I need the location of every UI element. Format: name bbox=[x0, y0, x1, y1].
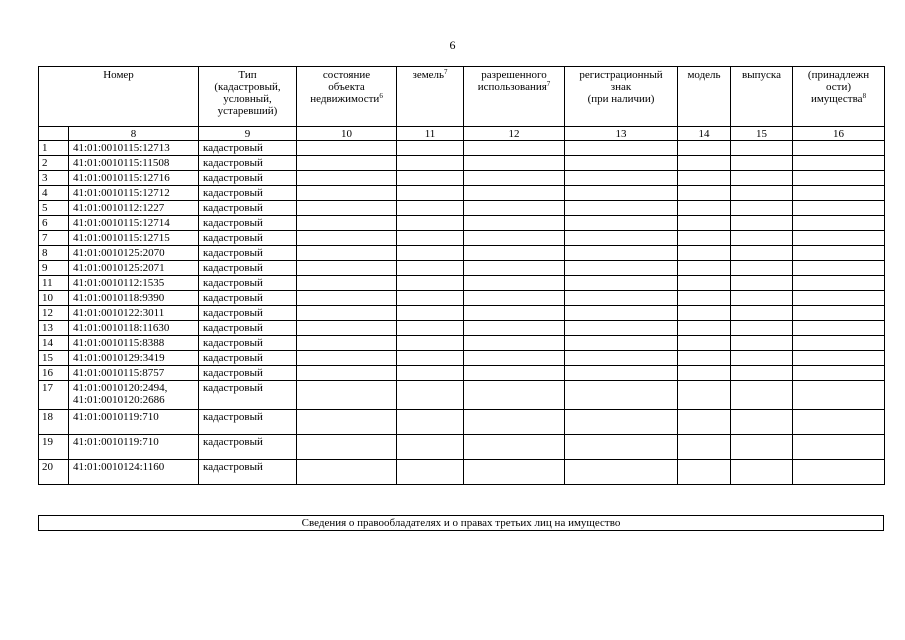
number-type: кадастровый bbox=[199, 435, 297, 460]
empty-cell bbox=[565, 435, 678, 460]
table-row bbox=[39, 276, 885, 291]
empty-cell bbox=[565, 186, 678, 201]
cadastral-number: 41:01:0010118:9390 bbox=[69, 291, 199, 306]
empty-cell bbox=[464, 291, 565, 306]
empty-cell bbox=[397, 351, 464, 366]
row-index: 9 bbox=[39, 261, 69, 276]
cadastral-number: 41:01:0010112:1535 bbox=[69, 276, 199, 291]
empty-cell bbox=[297, 141, 397, 156]
empty-cell bbox=[297, 321, 397, 336]
column-numbers-row bbox=[39, 127, 885, 141]
empty-cell bbox=[464, 276, 565, 291]
empty-cell bbox=[297, 381, 397, 410]
empty-cell bbox=[565, 246, 678, 261]
empty-cell bbox=[731, 261, 793, 276]
cadastral-number: 41:01:0010115:12713 bbox=[69, 141, 199, 156]
empty-cell bbox=[297, 336, 397, 351]
empty-cell bbox=[464, 381, 565, 410]
header-permitted-use: разрешенного использования$^7$ bbox=[464, 67, 565, 127]
empty-cell bbox=[731, 156, 793, 171]
table-row bbox=[39, 201, 885, 216]
number-type: кадастровый bbox=[199, 306, 297, 321]
number-type: кадастровый bbox=[199, 291, 297, 306]
page-number: 6 bbox=[449, 38, 456, 52]
empty-cell bbox=[731, 366, 793, 381]
number-type: кадастровый bbox=[199, 261, 297, 276]
empty-cell bbox=[731, 141, 793, 156]
cadastral-number: 41:01:0010115:8388 bbox=[69, 336, 199, 351]
empty-cell bbox=[678, 261, 731, 276]
table-row bbox=[39, 291, 885, 306]
empty-cell bbox=[731, 291, 793, 306]
number-type: кадастровый bbox=[199, 410, 297, 435]
number-type: кадастровый bbox=[199, 351, 297, 366]
table-row bbox=[39, 141, 885, 156]
row-index: 12 bbox=[39, 306, 69, 321]
number-type: кадастровый bbox=[199, 216, 297, 231]
column-number: 14 bbox=[678, 127, 731, 141]
empty-cell bbox=[565, 336, 678, 351]
table-row bbox=[39, 336, 885, 351]
header-number: Номер bbox=[39, 67, 199, 127]
number-type: кадастровый bbox=[199, 156, 297, 171]
row-index: 3 bbox=[39, 171, 69, 186]
empty-cell bbox=[565, 156, 678, 171]
cadastral-number: 41:01:0010122:3011 bbox=[69, 306, 199, 321]
table-row bbox=[39, 351, 885, 366]
empty-cell bbox=[678, 336, 731, 351]
header-type: Тип (кадастровый, условный, устаревший) bbox=[199, 67, 297, 127]
empty-cell bbox=[678, 216, 731, 231]
empty-cell bbox=[678, 276, 731, 291]
empty-cell bbox=[297, 171, 397, 186]
property-table bbox=[38, 66, 885, 485]
table-row bbox=[39, 156, 885, 171]
table-row bbox=[39, 321, 885, 336]
row-index: 19 bbox=[39, 435, 69, 460]
table-row bbox=[39, 460, 885, 485]
number-type: кадастровый bbox=[199, 141, 297, 156]
empty-cell bbox=[297, 306, 397, 321]
empty-cell bbox=[565, 291, 678, 306]
empty-cell bbox=[731, 306, 793, 321]
empty-cell bbox=[565, 276, 678, 291]
empty-cell bbox=[793, 435, 885, 460]
empty-cell bbox=[731, 336, 793, 351]
empty-cell bbox=[793, 216, 885, 231]
empty-cell bbox=[793, 306, 885, 321]
empty-cell bbox=[397, 306, 464, 321]
empty-cell bbox=[397, 261, 464, 276]
empty-cell bbox=[731, 231, 793, 246]
empty-cell bbox=[793, 410, 885, 435]
empty-cell bbox=[731, 321, 793, 336]
empty-cell bbox=[297, 246, 397, 261]
empty-cell bbox=[731, 276, 793, 291]
row-index: 11 bbox=[39, 276, 69, 291]
empty-cell bbox=[793, 246, 885, 261]
empty-cell bbox=[565, 201, 678, 216]
empty-cell bbox=[731, 460, 793, 485]
empty-cell bbox=[397, 276, 464, 291]
empty-cell bbox=[297, 261, 397, 276]
empty-cell bbox=[464, 186, 565, 201]
empty-cell bbox=[731, 171, 793, 186]
row-index: 16 bbox=[39, 366, 69, 381]
header-state: состояние объекта недвижимости$^6$ bbox=[297, 67, 397, 127]
empty-cell bbox=[464, 261, 565, 276]
table-row bbox=[39, 261, 885, 276]
row-index: 10 bbox=[39, 291, 69, 306]
cadastral-number: 41:01:0010115:12715 bbox=[69, 231, 199, 246]
cadastral-number: 41:01:0010112:1227 bbox=[69, 201, 199, 216]
empty-cell bbox=[464, 306, 565, 321]
cadastral-number: 41:01:0010119:710 bbox=[69, 435, 199, 460]
empty-cell bbox=[397, 171, 464, 186]
empty-cell bbox=[678, 321, 731, 336]
empty-cell bbox=[565, 216, 678, 231]
empty-cell bbox=[793, 336, 885, 351]
number-type: кадастровый bbox=[199, 321, 297, 336]
empty-cell bbox=[793, 321, 885, 336]
table-row bbox=[39, 186, 885, 201]
empty-cell bbox=[464, 171, 565, 186]
table-row bbox=[39, 306, 885, 321]
empty-cell bbox=[793, 231, 885, 246]
cadastral-number: 41:01:0010115:12714 bbox=[69, 216, 199, 231]
empty-cell bbox=[678, 156, 731, 171]
empty-cell bbox=[793, 276, 885, 291]
cadastral-number: 41:01:0010115:11508 bbox=[69, 156, 199, 171]
empty-cell bbox=[731, 410, 793, 435]
empty-cell bbox=[464, 156, 565, 171]
empty-cell bbox=[793, 186, 885, 201]
empty-cell bbox=[297, 291, 397, 306]
header-row bbox=[39, 67, 885, 127]
row-index: 20 bbox=[39, 460, 69, 485]
row-index: 7 bbox=[39, 231, 69, 246]
empty-cell bbox=[397, 216, 464, 231]
row-index: 1 bbox=[39, 141, 69, 156]
empty-cell bbox=[678, 435, 731, 460]
empty-cell bbox=[678, 381, 731, 410]
empty-cell bbox=[678, 141, 731, 156]
empty-cell bbox=[565, 366, 678, 381]
empty-cell bbox=[565, 171, 678, 186]
empty-cell bbox=[565, 141, 678, 156]
empty-cell bbox=[565, 306, 678, 321]
table-row bbox=[39, 435, 885, 460]
number-type: кадастровый bbox=[199, 336, 297, 351]
rights-holders-heading: Сведения о правообладателях и о правах третьих лиц на имущество bbox=[38, 515, 884, 531]
empty-cell bbox=[297, 156, 397, 171]
empty-cell bbox=[678, 410, 731, 435]
empty-cell bbox=[397, 186, 464, 201]
column-number: 13 bbox=[565, 127, 678, 141]
empty-cell bbox=[793, 201, 885, 216]
empty-cell bbox=[397, 460, 464, 485]
number-type: кадастровый bbox=[199, 366, 297, 381]
empty-cell bbox=[731, 246, 793, 261]
empty-cell bbox=[464, 410, 565, 435]
empty-cell bbox=[464, 321, 565, 336]
empty-cell bbox=[464, 246, 565, 261]
table-row bbox=[39, 246, 885, 261]
row-index: 4 bbox=[39, 186, 69, 201]
empty-cell bbox=[731, 216, 793, 231]
empty-cell bbox=[793, 351, 885, 366]
column-number: 12 bbox=[464, 127, 565, 141]
empty-cell bbox=[464, 216, 565, 231]
empty-cell bbox=[793, 171, 885, 186]
empty-cell bbox=[565, 351, 678, 366]
empty-cell bbox=[464, 336, 565, 351]
empty-cell bbox=[464, 460, 565, 485]
empty-cell bbox=[678, 351, 731, 366]
row-index: 15 bbox=[39, 351, 69, 366]
row-index: 14 bbox=[39, 336, 69, 351]
empty-cell bbox=[397, 410, 464, 435]
empty-cell bbox=[731, 381, 793, 410]
row-index: 17 bbox=[39, 381, 69, 410]
empty-cell bbox=[297, 366, 397, 381]
table-row bbox=[39, 231, 885, 246]
cadastral-number: 41:01:0010119:710 bbox=[69, 410, 199, 435]
empty-cell bbox=[397, 381, 464, 410]
row-index: 8 bbox=[39, 246, 69, 261]
empty-cell bbox=[731, 435, 793, 460]
table-row bbox=[39, 366, 885, 381]
header-release: выпуска bbox=[731, 67, 793, 127]
header-model: модель bbox=[678, 67, 731, 127]
empty-cell bbox=[793, 141, 885, 156]
table-row bbox=[39, 171, 885, 186]
empty-cell bbox=[678, 366, 731, 381]
empty-cell bbox=[678, 291, 731, 306]
empty-cell bbox=[793, 156, 885, 171]
empty-cell bbox=[565, 231, 678, 246]
table-body bbox=[39, 141, 885, 485]
row-index: 5 bbox=[39, 201, 69, 216]
empty-cell bbox=[297, 186, 397, 201]
cadastral-number: 41:01:0010118:11630 bbox=[69, 321, 199, 336]
column-number-blank bbox=[39, 127, 69, 141]
empty-cell bbox=[678, 201, 731, 216]
column-number: 9 bbox=[199, 127, 297, 141]
empty-cell bbox=[297, 276, 397, 291]
cadastral-number: 41:01:0010115:12716 bbox=[69, 171, 199, 186]
row-index: 13 bbox=[39, 321, 69, 336]
empty-cell bbox=[397, 201, 464, 216]
empty-cell bbox=[731, 186, 793, 201]
empty-cell bbox=[565, 261, 678, 276]
empty-cell bbox=[297, 231, 397, 246]
cadastral-number: 41:01:0010129:3419 bbox=[69, 351, 199, 366]
column-number: 8 bbox=[69, 127, 199, 141]
empty-cell bbox=[793, 460, 885, 485]
header-reg-mark: регистрационный знак (при наличии) bbox=[565, 67, 678, 127]
number-type: кадастровый bbox=[199, 231, 297, 246]
empty-cell bbox=[565, 460, 678, 485]
empty-cell bbox=[793, 381, 885, 410]
empty-cell bbox=[397, 246, 464, 261]
empty-cell bbox=[565, 321, 678, 336]
cadastral-number: 41:01:0010124:1160 bbox=[69, 460, 199, 485]
empty-cell bbox=[565, 410, 678, 435]
row-index: 6 bbox=[39, 216, 69, 231]
empty-cell bbox=[297, 435, 397, 460]
empty-cell bbox=[464, 201, 565, 216]
header-lands: земель$^7$ bbox=[397, 67, 464, 127]
empty-cell bbox=[297, 216, 397, 231]
number-type: кадастровый bbox=[199, 171, 297, 186]
column-number: 15 bbox=[731, 127, 793, 141]
empty-cell bbox=[565, 381, 678, 410]
empty-cell bbox=[678, 306, 731, 321]
empty-cell bbox=[678, 231, 731, 246]
cadastral-number: 41:01:0010115:8757 bbox=[69, 366, 199, 381]
number-type: кадастровый bbox=[199, 186, 297, 201]
empty-cell bbox=[464, 366, 565, 381]
empty-cell bbox=[678, 246, 731, 261]
empty-cell bbox=[397, 231, 464, 246]
column-number: 10 bbox=[297, 127, 397, 141]
empty-cell bbox=[397, 156, 464, 171]
column-number: 16 bbox=[793, 127, 885, 141]
empty-cell bbox=[397, 435, 464, 460]
empty-cell bbox=[397, 291, 464, 306]
cadastral-number: 41:01:0010115:12712 bbox=[69, 186, 199, 201]
empty-cell bbox=[678, 186, 731, 201]
cadastral-number: 41:01:0010125:2071 bbox=[69, 261, 199, 276]
empty-cell bbox=[464, 141, 565, 156]
empty-cell bbox=[464, 231, 565, 246]
cadastral-number: 41:01:0010120:2494, 41:01:0010120:2686 bbox=[69, 381, 199, 410]
number-type: кадастровый bbox=[199, 381, 297, 410]
empty-cell bbox=[397, 141, 464, 156]
empty-cell bbox=[731, 201, 793, 216]
empty-cell bbox=[397, 336, 464, 351]
number-type: кадастровый bbox=[199, 201, 297, 216]
empty-cell bbox=[678, 460, 731, 485]
table-row bbox=[39, 216, 885, 231]
empty-cell bbox=[464, 351, 565, 366]
empty-cell bbox=[731, 351, 793, 366]
column-number: 11 bbox=[397, 127, 464, 141]
empty-cell bbox=[297, 201, 397, 216]
number-type: кадастровый bbox=[199, 276, 297, 291]
row-index: 18 bbox=[39, 410, 69, 435]
empty-cell bbox=[397, 321, 464, 336]
empty-cell bbox=[464, 435, 565, 460]
table-row bbox=[39, 381, 885, 410]
empty-cell bbox=[678, 171, 731, 186]
number-type: кадастровый bbox=[199, 246, 297, 261]
empty-cell bbox=[297, 351, 397, 366]
number-type: кадастровый bbox=[199, 460, 297, 485]
header-belonging: (принадлежн ости) имущества$^8$ bbox=[793, 67, 885, 127]
empty-cell bbox=[793, 291, 885, 306]
empty-cell bbox=[397, 366, 464, 381]
empty-cell bbox=[793, 261, 885, 276]
empty-cell bbox=[297, 460, 397, 485]
empty-cell bbox=[793, 366, 885, 381]
empty-cell bbox=[297, 410, 397, 435]
row-index: 2 bbox=[39, 156, 69, 171]
table-row bbox=[39, 410, 885, 435]
cadastral-number: 41:01:0010125:2070 bbox=[69, 246, 199, 261]
